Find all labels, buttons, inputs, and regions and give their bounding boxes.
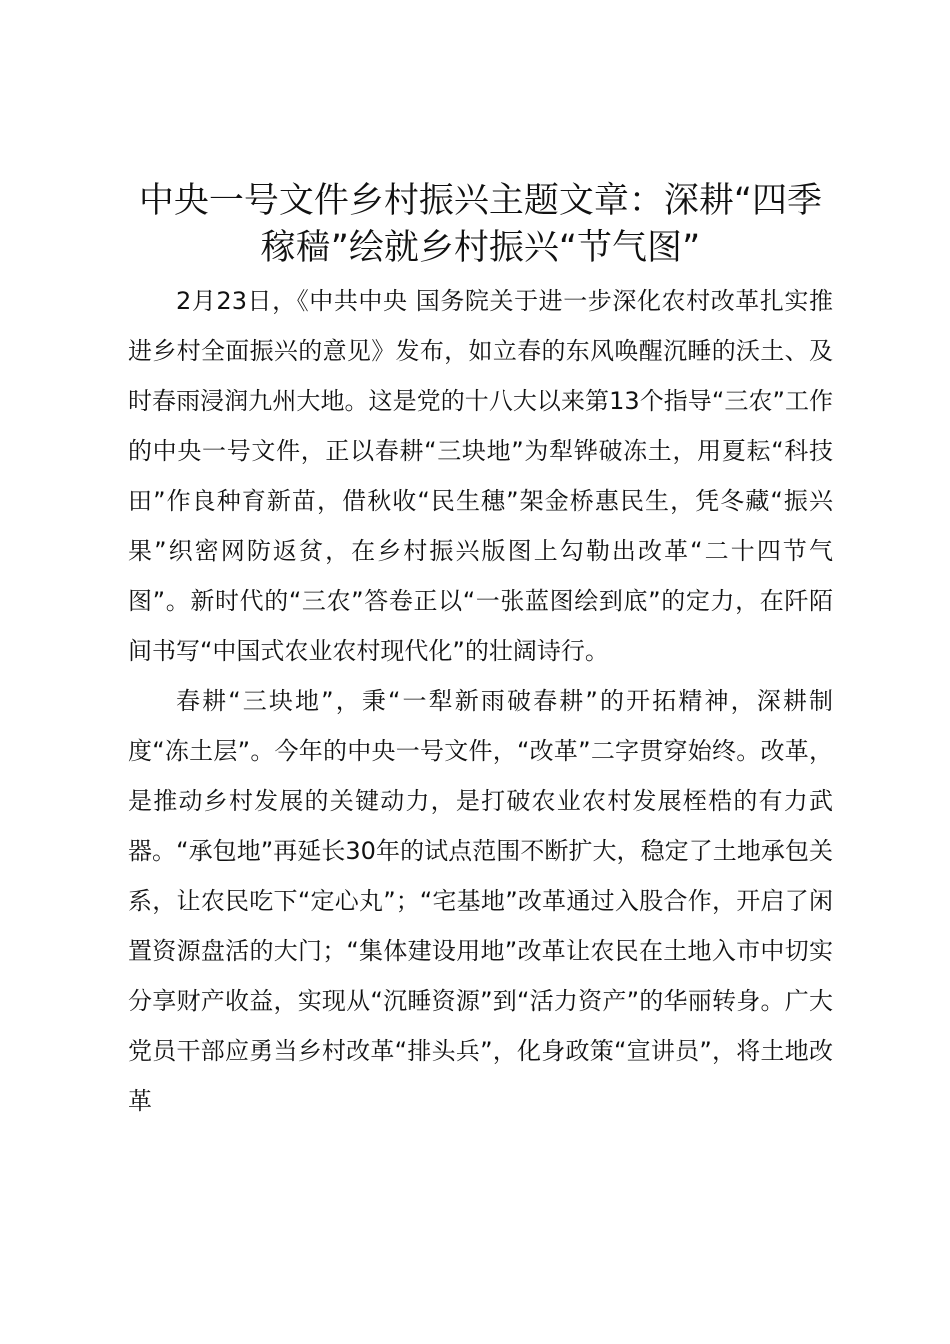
paragraph-2: 春耕“三块地”，秉“一犁新雨破春耕”的开拓精神，深耕制度“冻土层”。今年的中央一号文件，“改革”二字贯穿始终。改革，是推动乡村发展的关键动力，是打破农业农村发展桎梏的有力武器。“承包地”再延长30年的试点范围不断扩大，稳定了土地承包关系，让农民吃下“定心丸”；“宅基地”改革通过入股合作，开启了闲置资源盘活的大门；“集体建设用地”改革让农民在土地入市中切实分享财产收益，实现从“沉睡资源”到“活力资产”的华丽转身。广大党员干部应勇当乡村改革“排头兵”，化身政策“宣讲员”，将土地改革 bbox=[128, 687, 833, 1115]
document-page bbox=[128, 178, 833, 1126]
document-title: 中央一号文件乡村振兴主题文章：深耕“四季稼穑”绘就乡村振兴“节气图” bbox=[138, 181, 823, 268]
paragraph-1: 2月23日，《中共中央 国务院关于进一步深化农村改革扎实推进乡村全面振兴的意见》发布，如立春的东风唤醒沉睡的沃土、及时春雨浸润九州大地。这是党的十八大以来第13个指导“三农”工作的中央一号文件，正以春耕“三块地”为犁铧破冻土，用夏耘“科技田”作良种育新苗，借秋收“民生穗”架金桥惠民生，凭冬藏“振兴果”织密网防返贫，在乡村振兴版图上勾勒出改革“二十四节气图”。新时代的“三农”答卷正以“一张蓝图绘到底”的定力，在阡陌间书写“中国式农业农村现代化”的壮阔诗行。 bbox=[128, 287, 833, 665]
